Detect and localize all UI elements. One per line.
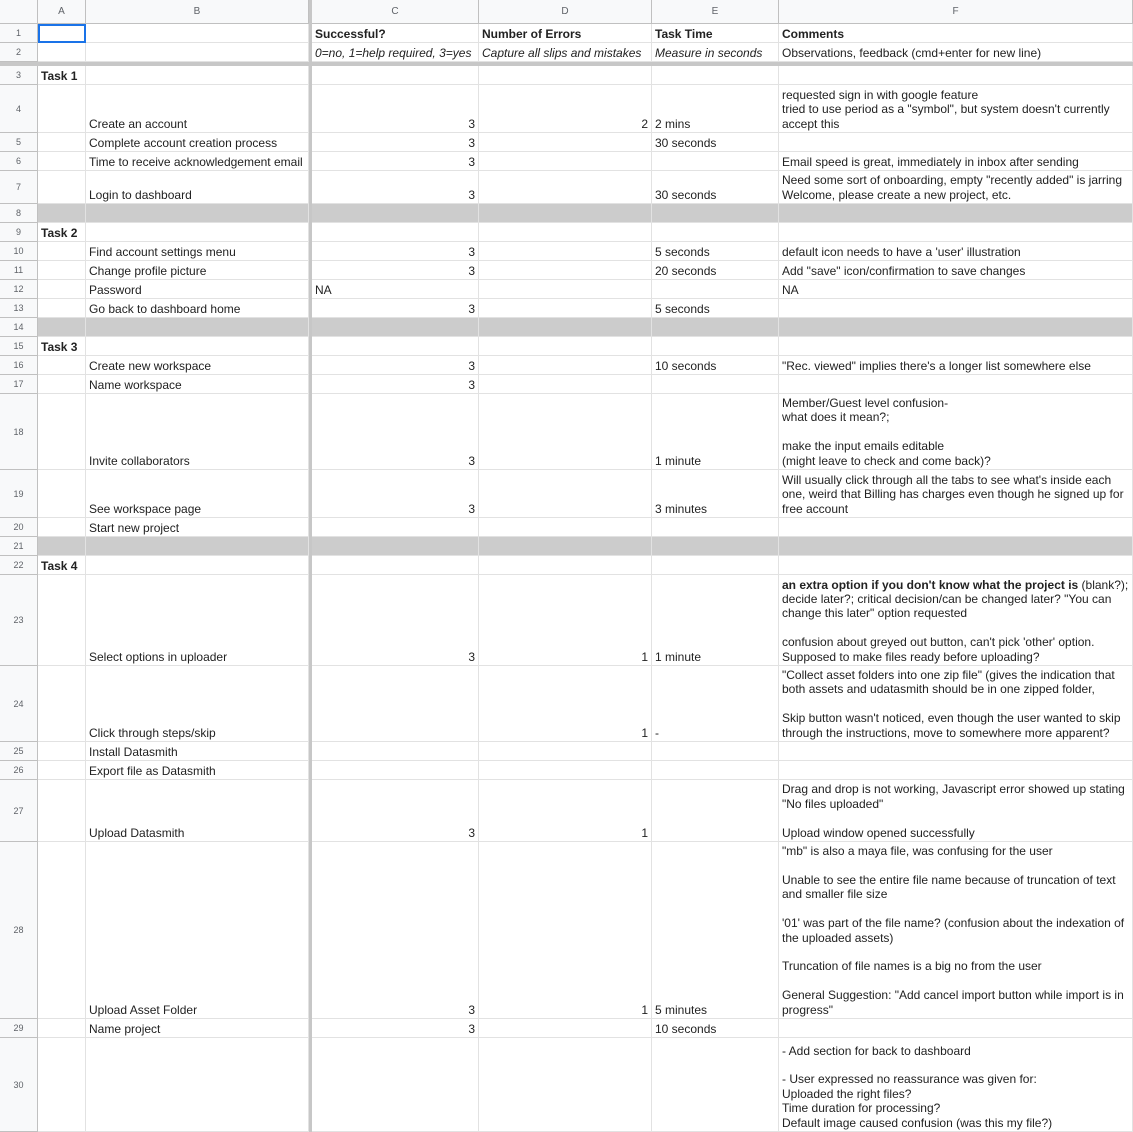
cell-b27[interactable]	[86, 780, 309, 842]
cell-text: Number of Errors	[482, 26, 582, 41]
cell-c16[interactable]	[312, 356, 479, 375]
cell-d26[interactable]	[479, 761, 652, 780]
row-header-25[interactable]: 25	[0, 742, 38, 761]
cell-f8[interactable]	[779, 204, 1133, 223]
cell-d20[interactable]	[479, 518, 652, 537]
cell-a9[interactable]	[38, 223, 86, 242]
column-header-e[interactable]: E	[652, 0, 779, 24]
cell-d12[interactable]	[479, 280, 652, 299]
cell-b4[interactable]	[86, 85, 309, 133]
cell-f18[interactable]	[779, 394, 1133, 470]
cell-b18[interactable]	[86, 394, 309, 470]
cell-d16[interactable]	[479, 356, 652, 375]
cell-f6[interactable]	[779, 152, 1133, 171]
row-header-17[interactable]: 17	[0, 375, 38, 394]
cell-c29[interactable]	[312, 1019, 479, 1038]
cell-b20[interactable]	[86, 518, 309, 537]
cell-a27[interactable]	[38, 780, 86, 842]
cell-b8[interactable]	[86, 204, 309, 223]
column-header-b[interactable]: B	[86, 0, 309, 24]
row-header-19[interactable]: 19	[0, 470, 38, 518]
cell-f14[interactable]	[779, 318, 1133, 337]
cell-a25[interactable]	[38, 742, 86, 761]
cell-b24[interactable]	[86, 666, 309, 742]
cell-f16[interactable]	[779, 356, 1133, 375]
row-header-14[interactable]: 14	[0, 318, 38, 337]
cell-a23[interactable]	[38, 575, 86, 666]
cell-text: Observations, feedback (cmd+enter for new line)	[782, 45, 1042, 60]
cell-a4[interactable]	[38, 85, 86, 133]
cell-b22[interactable]	[86, 556, 309, 575]
cell-text: 3	[468, 154, 475, 169]
row-header-22[interactable]: 22	[0, 556, 38, 575]
cell-f15[interactable]	[779, 337, 1133, 356]
cell-c4[interactable]	[312, 85, 479, 133]
cell-text: 3	[468, 1002, 475, 1017]
cell-f9[interactable]	[779, 223, 1133, 242]
cell-text: Need some sort of onboarding, empty "recently added" is jarring Welcome, please create a new project, etc.	[782, 173, 1123, 202]
cell-text: 5 seconds	[655, 301, 710, 316]
cell-c18[interactable]	[312, 394, 479, 470]
cell-text: default icon needs to have a 'user' illustration	[782, 244, 1021, 259]
cell-text: "Collect asset folders into one zip file" (gives the indication that both assets and udatasmith should be in one zipped folder, Skip button wasn't noticed, even though the user wanted to skip through the instructions, move to somewhere more apparent?	[782, 667, 1121, 740]
cell-text: Start new project	[89, 520, 180, 535]
cell-b21[interactable]	[86, 537, 309, 556]
cell-a26[interactable]	[38, 761, 86, 780]
cell-d2[interactable]	[479, 43, 652, 62]
cell-text: 3	[468, 358, 475, 373]
cell-c11[interactable]	[312, 261, 479, 280]
cell-d1[interactable]	[479, 24, 652, 43]
cell-e20[interactable]	[652, 518, 779, 537]
cell-e23[interactable]	[652, 575, 779, 666]
cell-text: Measure in seconds	[655, 45, 763, 60]
cell-b14[interactable]	[86, 318, 309, 337]
cell-text: Capture all slips and mistakes	[482, 45, 642, 60]
cell-text: an extra option if you don't know what the project is (blank?); decide later?; critical decision/can be changed later? "You can change this later" option requested confusion about greyed out button, can't pick 'other' option. Supposed to make files ready before uploading?	[782, 577, 1129, 664]
cell-e8[interactable]	[652, 204, 779, 223]
cell-d27[interactable]	[479, 780, 652, 842]
cell-a11[interactable]	[38, 261, 86, 280]
row-header-8[interactable]: 8	[0, 204, 38, 223]
cell-text: Complete account creation process	[89, 135, 278, 150]
cell-text: 3	[468, 187, 475, 202]
cell-d11[interactable]	[479, 261, 652, 280]
row-header-3[interactable]: 3	[0, 66, 38, 85]
cell-f29[interactable]	[779, 1019, 1133, 1038]
row-header-7[interactable]: 7	[0, 171, 38, 204]
cell-c30[interactable]	[312, 1038, 479, 1132]
cell-text: Task 4	[41, 558, 78, 573]
cell-d19[interactable]	[479, 470, 652, 518]
cell-c19[interactable]	[312, 470, 479, 518]
cell-text: See workspace page	[89, 501, 202, 516]
cell-d8[interactable]	[479, 204, 652, 223]
cell-e2[interactable]	[652, 43, 779, 62]
cell-a30[interactable]	[38, 1038, 86, 1132]
column-header-c[interactable]: C	[312, 0, 479, 24]
cell-e9[interactable]	[652, 223, 779, 242]
row-header-23[interactable]: 23	[0, 575, 38, 666]
cell-a16[interactable]	[38, 356, 86, 375]
cell-text: Member/Guest level confusion- what does it mean?; make the input emails editable (might leave to check and come back)?	[782, 395, 991, 468]
cell-b30[interactable]	[86, 1038, 309, 1132]
cell-a24[interactable]	[38, 666, 86, 742]
cell-e7[interactable]	[652, 171, 779, 204]
cell-b29[interactable]	[86, 1019, 309, 1038]
cell-c8[interactable]	[312, 204, 479, 223]
cell-text: Successful?	[315, 26, 386, 41]
cell-d18[interactable]	[479, 394, 652, 470]
cell-b23[interactable]	[86, 575, 309, 666]
cell-text: Comments	[782, 26, 845, 41]
cell-text: 10 seconds	[655, 358, 717, 373]
cell-text: NA	[315, 282, 332, 297]
cell-e24[interactable]	[652, 666, 779, 742]
cell-text: - Add section for back to dashboard - User expressed no reassurance was given for: Uploaded the right files? Time duration for processing? Default image caused confusion (was this my file?)	[782, 1043, 1053, 1130]
cell-text: 20 seconds	[655, 263, 717, 278]
cell-d7[interactable]	[479, 171, 652, 204]
cell-text: 3	[468, 649, 475, 664]
row-header-26[interactable]: 26	[0, 761, 38, 780]
row-header-15[interactable]: 15	[0, 337, 38, 356]
cell-f5[interactable]	[779, 133, 1133, 152]
cell-a14[interactable]	[38, 318, 86, 337]
row-header-27[interactable]: 27	[0, 780, 38, 842]
cell-c24[interactable]	[312, 666, 479, 742]
cell-e28[interactable]	[652, 842, 779, 1019]
cell-text: Go back to dashboard home	[89, 301, 241, 316]
cell-text: 3	[468, 244, 475, 259]
cell-a18[interactable]	[38, 394, 86, 470]
cell-d9[interactable]	[479, 223, 652, 242]
cell-text: 3	[468, 1021, 475, 1036]
row-header-24[interactable]: 24	[0, 666, 38, 742]
cell-text: 3	[468, 377, 475, 392]
cell-a8[interactable]	[38, 204, 86, 223]
cell-c27[interactable]	[312, 780, 479, 842]
cell-a7[interactable]	[38, 171, 86, 204]
cell-text: 1	[641, 825, 648, 840]
cell-text: 1	[641, 1002, 648, 1017]
cell-f12[interactable]	[779, 280, 1133, 299]
cell-d5[interactable]	[479, 133, 652, 152]
cell-text: 3	[468, 825, 475, 840]
cell-b26[interactable]	[86, 761, 309, 780]
cell-e27[interactable]	[652, 780, 779, 842]
cell-b3[interactable]	[86, 66, 309, 85]
cell-d3[interactable]	[479, 66, 652, 85]
cell-c7[interactable]	[312, 171, 479, 204]
cell-text: 3	[468, 301, 475, 316]
cell-c1[interactable]	[312, 24, 479, 43]
cell-text: Create an account	[89, 116, 188, 131]
cell-f11[interactable]	[779, 261, 1133, 280]
cell-text: Task Time	[655, 26, 713, 41]
cell-a1[interactable]	[38, 24, 86, 43]
cell-c2[interactable]	[312, 43, 479, 62]
cell-b1[interactable]	[86, 24, 309, 43]
cell-e30[interactable]	[652, 1038, 779, 1132]
cell-d21[interactable]	[479, 537, 652, 556]
cell-d29[interactable]	[479, 1019, 652, 1038]
cell-a17[interactable]	[38, 375, 86, 394]
cell-e11[interactable]	[652, 261, 779, 280]
cell-b19[interactable]	[86, 470, 309, 518]
cell-c15[interactable]	[312, 337, 479, 356]
cell-text: Export file as Datasmith	[89, 763, 216, 778]
cell-text: 30 seconds	[655, 187, 717, 202]
row-header-21[interactable]: 21	[0, 537, 38, 556]
cell-c26[interactable]	[312, 761, 479, 780]
cell-c14[interactable]	[312, 318, 479, 337]
cell-b16[interactable]	[86, 356, 309, 375]
cell-text: Invite collaborators	[89, 453, 190, 468]
cell-text: 3 minutes	[655, 501, 708, 516]
cell-a28[interactable]	[38, 842, 86, 1019]
cell-e1[interactable]	[652, 24, 779, 43]
row-header-6[interactable]: 6	[0, 152, 38, 171]
cell-text: requested sign in with google feature tried to use period as a "symbol", but system doesn't currently accept this	[782, 87, 1110, 131]
cell-text: Will usually click through all the tabs to see what's inside each one, weird that Billing has charges even though he signed up for free account	[782, 472, 1124, 516]
cell-text: Add "save" icon/confirmation to save changes	[782, 263, 1026, 278]
cell-text: 1 minute	[655, 453, 702, 468]
cell-text: 10 seconds	[655, 1021, 717, 1036]
row-header-11[interactable]: 11	[0, 261, 38, 280]
cell-f17[interactable]	[779, 375, 1133, 394]
cell-e5[interactable]	[652, 133, 779, 152]
cell-text: Task 1	[41, 68, 78, 83]
row-header-9[interactable]: 9	[0, 223, 38, 242]
cell-f30[interactable]	[779, 1038, 1133, 1132]
cell-e19[interactable]	[652, 470, 779, 518]
row-header-4[interactable]: 4	[0, 85, 38, 133]
cell-text: 0=no, 1=help required, 3=yes	[315, 45, 472, 60]
cell-e22[interactable]	[652, 556, 779, 575]
cell-a22[interactable]	[38, 556, 86, 575]
cell-a6[interactable]	[38, 152, 86, 171]
frozen-column-divider[interactable]	[309, 0, 312, 1132]
cell-text: 3	[468, 263, 475, 278]
cell-b15[interactable]	[86, 337, 309, 356]
cell-c13[interactable]	[312, 299, 479, 318]
column-header-a[interactable]: A	[38, 0, 86, 24]
cell-d25[interactable]	[479, 742, 652, 761]
cell-f19[interactable]	[779, 470, 1133, 518]
cell-e12[interactable]	[652, 280, 779, 299]
cell-b10[interactable]	[86, 242, 309, 261]
cell-text: 3	[468, 453, 475, 468]
cell-d14[interactable]	[479, 318, 652, 337]
cell-text: "Rec. viewed" implies there's a longer list somewhere else	[782, 358, 1091, 373]
row-header-28[interactable]: 28	[0, 842, 38, 1019]
cell-e4[interactable]	[652, 85, 779, 133]
cell-text: 1	[641, 649, 648, 664]
row-header-13[interactable]: 13	[0, 299, 38, 318]
cell-e16[interactable]	[652, 356, 779, 375]
row-header-10[interactable]: 10	[0, 242, 38, 261]
cell-e21[interactable]	[652, 537, 779, 556]
cell-f20[interactable]	[779, 518, 1133, 537]
cell-f4[interactable]	[779, 85, 1133, 133]
cell-b5[interactable]	[86, 133, 309, 152]
row-header-20[interactable]: 20	[0, 518, 38, 537]
cell-c5[interactable]	[312, 133, 479, 152]
select-all-corner[interactable]	[0, 0, 38, 24]
row-header-16[interactable]: 16	[0, 356, 38, 375]
cell-text: 3	[468, 135, 475, 150]
row-header-30[interactable]: 30	[0, 1038, 38, 1132]
cell-d24[interactable]	[479, 666, 652, 742]
cell-text: Login to dashboard	[89, 187, 192, 202]
cell-b13[interactable]	[86, 299, 309, 318]
cell-text: 3	[468, 501, 475, 516]
cell-e26[interactable]	[652, 761, 779, 780]
row-header-29[interactable]: 29	[0, 1019, 38, 1038]
cell-f13[interactable]	[779, 299, 1133, 318]
cell-a15[interactable]	[38, 337, 86, 356]
cell-d10[interactable]	[479, 242, 652, 261]
cell-f22[interactable]	[779, 556, 1133, 575]
cell-b9[interactable]	[86, 223, 309, 242]
cell-text: Drag and drop is not working, Javascript error showed up stating "No files uploaded" Upload window opened successfully	[782, 782, 1125, 840]
cell-b17[interactable]	[86, 375, 309, 394]
cell-a13[interactable]	[38, 299, 86, 318]
cell-b25[interactable]	[86, 742, 309, 761]
cell-c25[interactable]	[312, 742, 479, 761]
cell-f25[interactable]	[779, 742, 1133, 761]
cell-e15[interactable]	[652, 337, 779, 356]
cell-a12[interactable]	[38, 280, 86, 299]
cell-text: NA	[782, 282, 799, 297]
cell-b12[interactable]	[86, 280, 309, 299]
cell-d22[interactable]	[479, 556, 652, 575]
cell-f21[interactable]	[779, 537, 1133, 556]
cell-f23[interactable]	[779, 575, 1133, 666]
cell-c28[interactable]	[312, 842, 479, 1019]
row-header-5[interactable]: 5	[0, 133, 38, 152]
cell-text: Upload Datasmith	[89, 825, 185, 840]
row-header-12[interactable]: 12	[0, 280, 38, 299]
cell-c6[interactable]	[312, 152, 479, 171]
cell-b28[interactable]	[86, 842, 309, 1019]
cell-e25[interactable]	[652, 742, 779, 761]
cell-text: 1 minute	[655, 649, 702, 664]
cell-e6[interactable]	[652, 152, 779, 171]
cell-text: Find account settings menu	[89, 244, 236, 259]
row-header-1[interactable]: 1	[0, 24, 38, 43]
cell-text: Name project	[89, 1021, 161, 1036]
cell-c10[interactable]	[312, 242, 479, 261]
cell-c12[interactable]	[312, 280, 479, 299]
cell-text: Click through steps/skip	[89, 725, 216, 740]
cell-e29[interactable]	[652, 1019, 779, 1038]
cell-text: 2 mins	[655, 116, 691, 131]
cell-c20[interactable]	[312, 518, 479, 537]
cell-f2[interactable]	[779, 43, 1133, 62]
cell-c17[interactable]	[312, 375, 479, 394]
cell-text: "mb" is also a maya file, was confusing for the user Unable to see the entire file name because of truncation of text and smaller file size '01' was part of the file name? (confusion about the indexation of the uploaded assets) Truncation of file names is a big no from the user General Suggestion: "Add cancel import button while import is in progress"	[782, 844, 1125, 1017]
cell-a2[interactable]	[38, 43, 86, 62]
cell-b2[interactable]	[86, 43, 309, 62]
cell-a21[interactable]	[38, 537, 86, 556]
cell-c9[interactable]	[312, 223, 479, 242]
row-header-2[interactable]: 2	[0, 43, 38, 62]
cell-a5[interactable]	[38, 133, 86, 152]
cell-d28[interactable]	[479, 842, 652, 1019]
cell-text: 5 seconds	[655, 244, 710, 259]
column-header-d[interactable]: D	[479, 0, 652, 24]
cell-text: Install Datasmith	[89, 744, 178, 759]
cell-b7[interactable]	[86, 171, 309, 204]
cell-f27[interactable]	[779, 780, 1133, 842]
cell-text: -	[655, 725, 659, 740]
cell-a20[interactable]	[38, 518, 86, 537]
cell-b6[interactable]	[86, 152, 309, 171]
cell-f1[interactable]	[779, 24, 1133, 43]
cell-text: 2	[641, 116, 648, 131]
cell-text: 1	[641, 725, 648, 740]
cell-d6[interactable]	[479, 152, 652, 171]
cell-d4[interactable]	[479, 85, 652, 133]
cell-d30[interactable]	[479, 1038, 652, 1132]
cell-text: Upload Asset Folder	[89, 1002, 198, 1017]
cell-c3[interactable]	[312, 66, 479, 85]
cell-f24[interactable]	[779, 666, 1133, 742]
cell-e18[interactable]	[652, 394, 779, 470]
cell-e10[interactable]	[652, 242, 779, 261]
cell-e13[interactable]	[652, 299, 779, 318]
cell-d13[interactable]	[479, 299, 652, 318]
cell-text: 5 minutes	[655, 1002, 708, 1017]
cell-text: Task 2	[41, 225, 78, 240]
row-header-18[interactable]: 18	[0, 394, 38, 470]
cell-text: 30 seconds	[655, 135, 717, 150]
cell-a3[interactable]	[38, 66, 86, 85]
cell-d15[interactable]	[479, 337, 652, 356]
cell-f7[interactable]	[779, 171, 1133, 204]
cell-a10[interactable]	[38, 242, 86, 261]
cell-e3[interactable]	[652, 66, 779, 85]
cell-text: Task 3	[41, 339, 78, 354]
cell-text: 3	[468, 116, 475, 131]
cell-a19[interactable]	[38, 470, 86, 518]
cell-text: Email speed is great, immediately in inbox after sending	[782, 154, 1079, 169]
cell-text: Time to receive acknowledgement email	[89, 154, 303, 169]
cell-e14[interactable]	[652, 318, 779, 337]
cell-text: Password	[89, 282, 142, 297]
cell-text: Change profile picture	[89, 263, 207, 278]
cell-d17[interactable]	[479, 375, 652, 394]
cell-b11[interactable]	[86, 261, 309, 280]
cell-text: Name workspace	[89, 377, 182, 392]
cell-f28[interactable]	[779, 842, 1133, 1019]
column-header-f[interactable]: F	[779, 0, 1133, 24]
cell-f10[interactable]	[779, 242, 1133, 261]
cell-text: Create new workspace	[89, 358, 212, 373]
cell-a29[interactable]	[38, 1019, 86, 1038]
frozen-row-divider[interactable]	[0, 62, 1133, 66]
cell-e17[interactable]	[652, 375, 779, 394]
cell-c21[interactable]	[312, 537, 479, 556]
cell-f3[interactable]	[779, 66, 1133, 85]
cell-c23[interactable]	[312, 575, 479, 666]
cell-text: Select options in uploader	[89, 649, 228, 664]
cell-c22[interactable]	[312, 556, 479, 575]
cell-d23[interactable]	[479, 575, 652, 666]
cell-f26[interactable]	[779, 761, 1133, 780]
